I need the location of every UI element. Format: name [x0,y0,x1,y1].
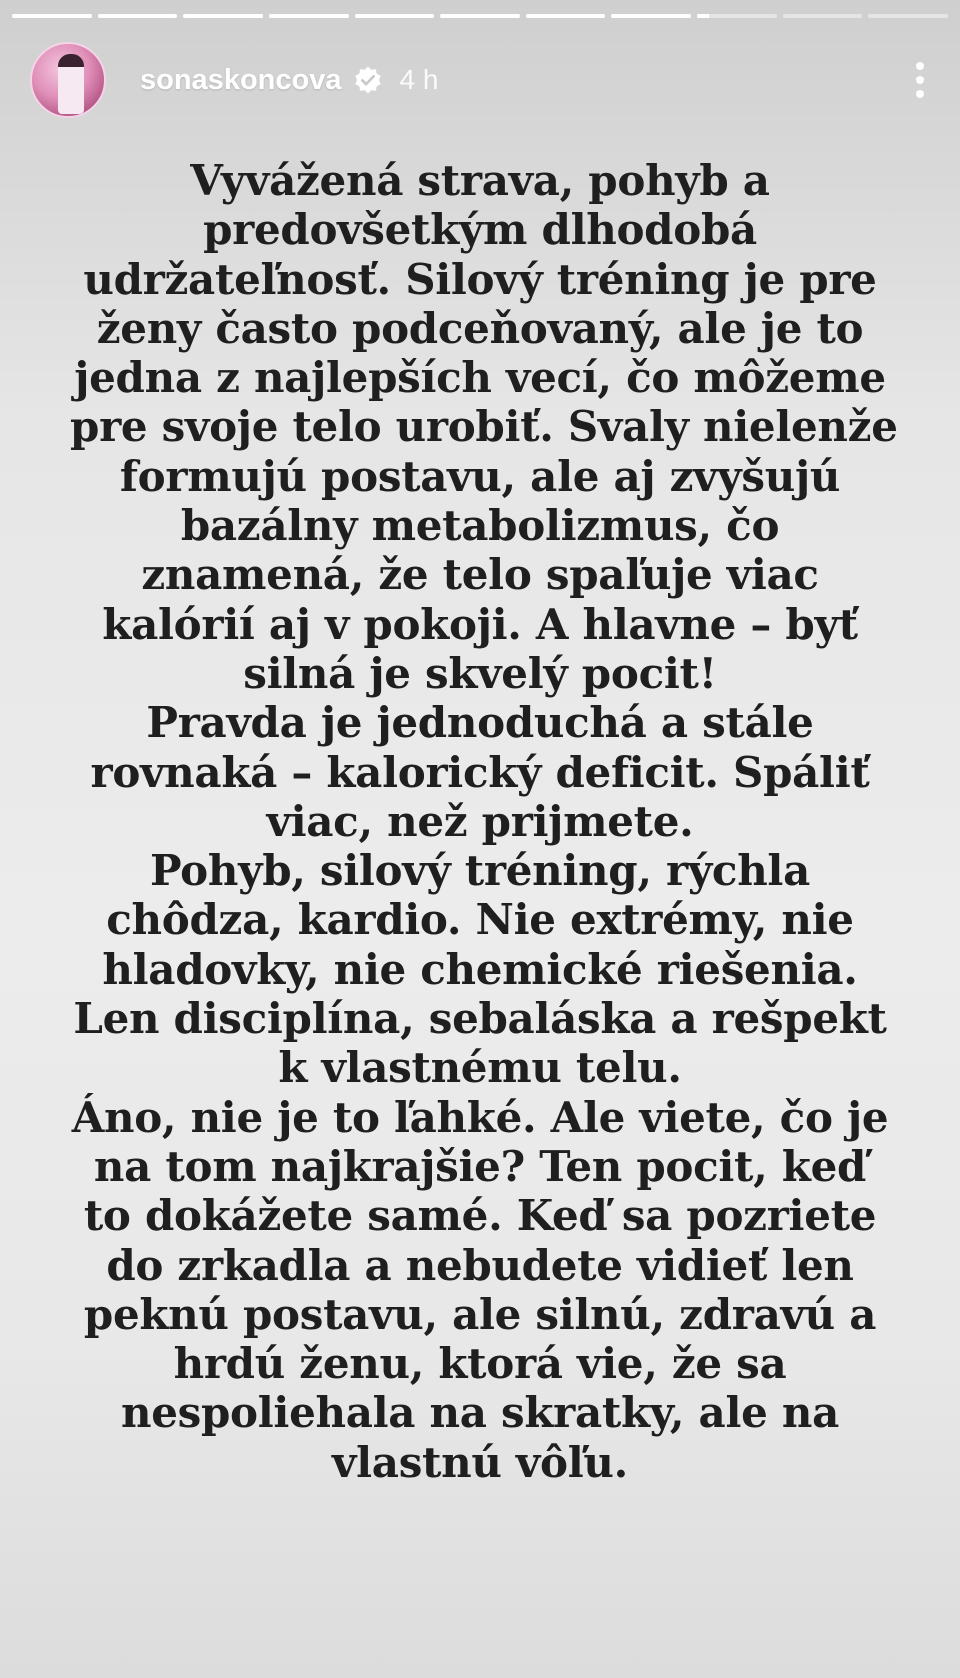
story-text [70,156,898,1487]
story-text-line: kalórií aj v pokoji. A hlavne – byť [102,599,858,649]
progress-segment [783,14,863,18]
story-text-line: bazálny metabolizmus, čo [180,501,780,551]
story-text-line: ženy často podceňovaný, ale je to [96,303,864,353]
progress-segment [98,14,178,18]
story-progress-bar [12,14,948,18]
story-header [30,42,930,118]
story-text-line: to dokážete samé. Keď sa pozriete [83,1191,877,1241]
progress-segment-fill [526,14,606,18]
story-text-line: k vlastnému telu. [278,1043,682,1093]
story-text-line: Pohyb, silový tréning, rýchla [149,846,811,896]
story-text-line: hladovky, nie chemické riešenia. [102,944,858,994]
username[interactable]: sonaskoncova [140,63,342,96]
progress-segment [440,14,520,18]
story-text-line: Áno, nie je to ľahké. Ale viete, čo je [71,1092,889,1142]
progress-segment-fill [269,14,349,18]
progress-segment-fill [12,14,92,18]
progress-segment-fill [611,14,691,18]
progress-segment [526,14,606,18]
progress-segment [12,14,92,18]
progress-segment [697,14,777,18]
progress-segment [611,14,691,18]
progress-segment-fill [697,14,709,18]
progress-segment-fill [183,14,263,18]
story-text-line: viac, než prijmete. [266,796,694,846]
progress-segment-fill [98,14,178,18]
progress-segment [868,14,948,18]
story-text-line: vlastnú vôľu. [332,1437,628,1487]
story-text-line: nespoliehala na skratky, ale na [120,1388,839,1438]
story-text-line: udržateľnosť. Silový tréning je pre [83,254,877,304]
verified-badge-icon [353,65,383,95]
story-text-line: pre svoje telo urobiť. Svaly nielenže [70,402,898,452]
story-text-line: jedna z najlepších vecí, čo môžeme [74,353,886,403]
avatar-figure [58,54,84,114]
more-vertical-icon[interactable] [910,58,930,102]
story-text-line: znamená, že telo spaľuje viac [141,550,819,600]
story-text-line: chôdza, kardio. Nie extrémy, nie [106,895,854,945]
progress-segment [355,14,435,18]
story-text-line: Pravda je jednoduchá a stále [146,698,814,748]
progress-segment [183,14,263,18]
story-text-line: formujú postavu, ale aj zvyšujú [119,451,841,501]
story-text-line: silná je skvelý pocit! [243,648,717,698]
story-text-line: Vyvážená strava, pohyb a [190,156,770,205]
post-time: 4 h [399,64,439,95]
story-text-line: do zrkadla a nebudete vidieť len [106,1240,854,1290]
story-text-line: Len disciplína, sebaláska a rešpekt [73,994,887,1044]
progress-segment-fill [440,14,520,18]
story-text-line: hrdú ženu, ktorá vie, že sa [173,1339,787,1389]
story-text-line: rovnaká – kalorický deficit. Spáliť [90,747,870,797]
story-text-line: na tom najkrajšie? Ten pocit, keď [93,1141,867,1191]
progress-segment-fill [355,14,435,18]
story-text-line: peknú postavu, ale silnú, zdravú a [83,1289,877,1339]
story-text-line: predovšetkým dlhodobá [203,205,757,255]
progress-segment [269,14,349,18]
profile-avatar[interactable] [30,42,106,118]
